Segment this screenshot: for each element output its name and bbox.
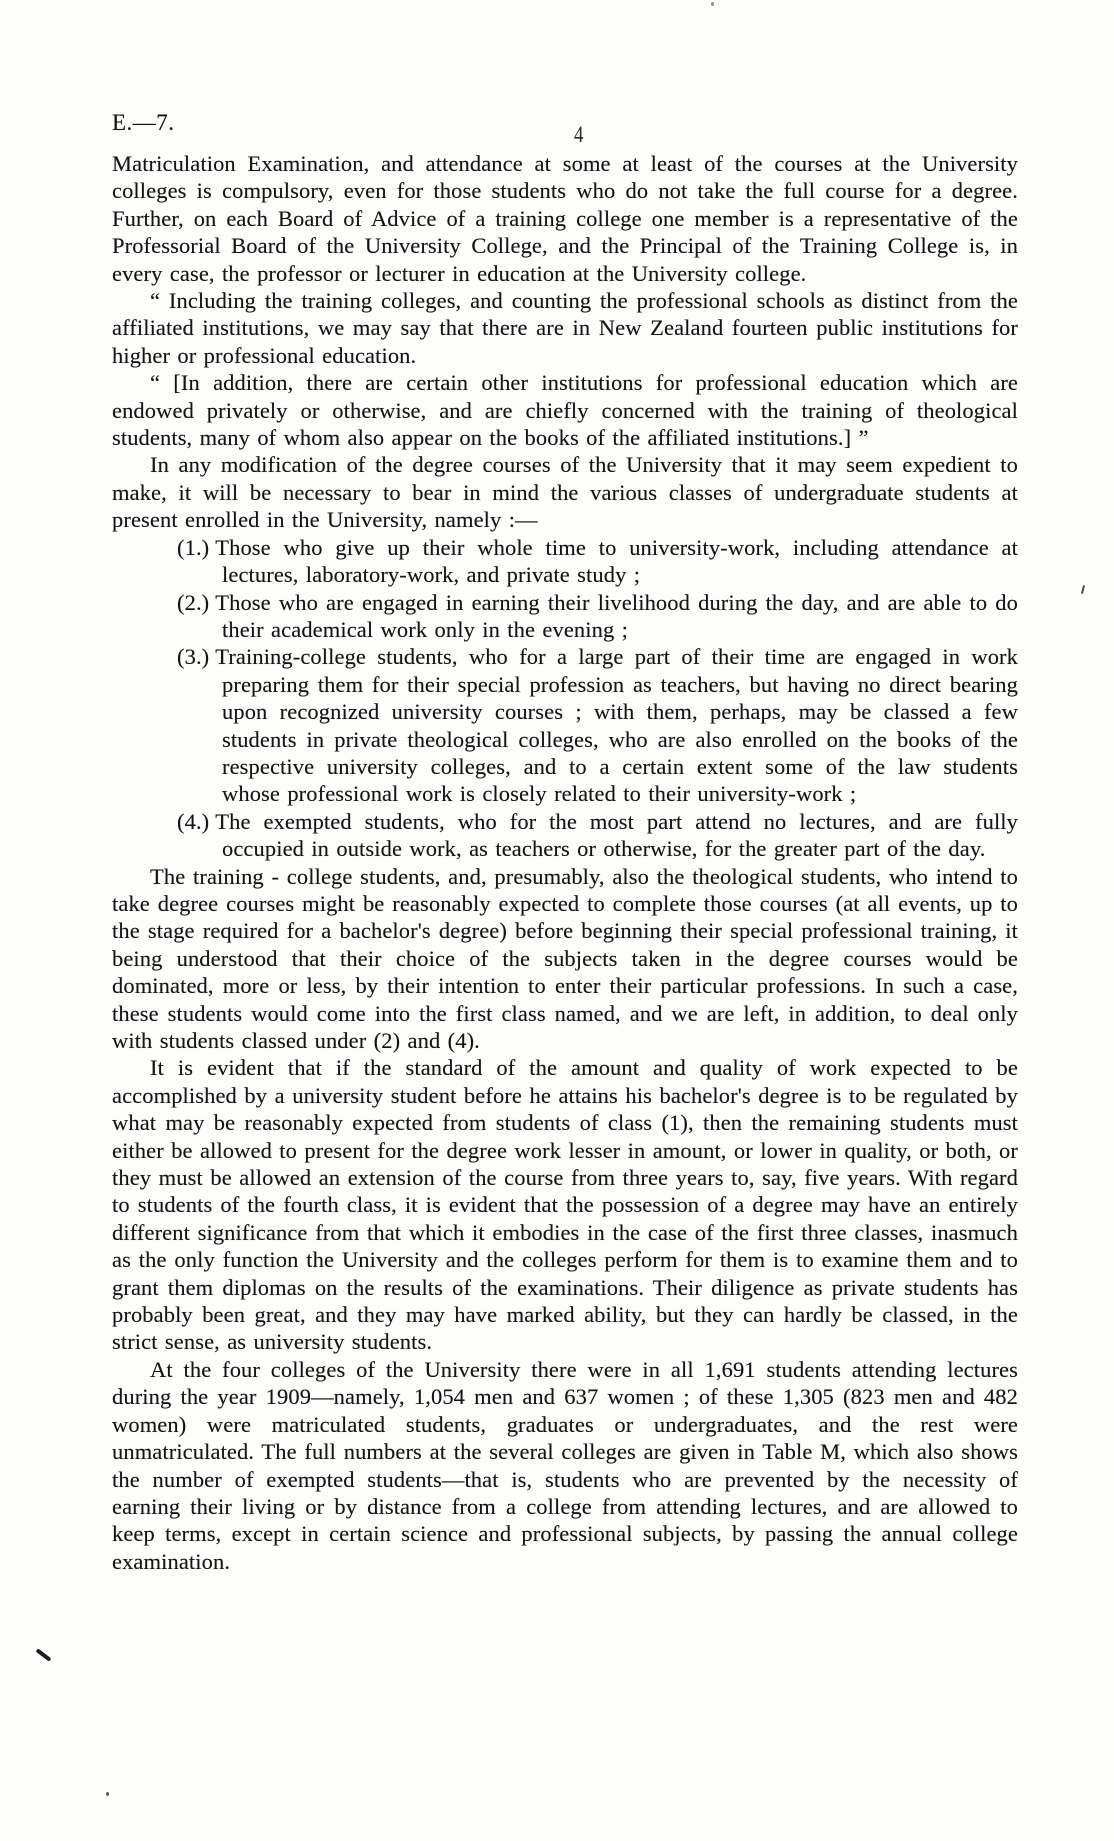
- list-marker: (2.): [177, 589, 210, 615]
- paragraph: At the four colleges of the University there were in all 1,691 students attending lectures during the year 1909—namely, 1,054 men and 637 women ; of these 1,305 (823 men and 482 women) were matriculated students, graduates or undergraduates, and the rest were unmatriculated. The full numbers at the several colleges are given in Table M, which also shows the number of exempted students—that is, students who are prevented by the necessity of earning their living or by distance from a college from attending lectures, and are allowed to keep terms, except in certain science and professional subjects, by passing the annual college examination.: [112, 1356, 1018, 1574]
- list-item-text: Those who give up their whole time to university-work, including attendance at lectures, laboratory-work, and private study ;: [215, 534, 1018, 588]
- document-body: [112, 150, 1018, 1575]
- paragraph: The training - college students, and, presumably, also the theological students, who intend to take degree courses might be reasonably expected to complete those courses (at all events, up to the stage required for a bachelor's degree) before beginning their special professional training, it being understood that their choice of the subjects taken in the degree courses would be dominated, more or less, by their intention to enter their particular professions. In such a case, these students would come into the first class named, and we are left, in addition, to deal only with students classed under (2) and (4).: [112, 863, 1018, 1053]
- list-marker: (4.): [177, 808, 210, 834]
- paragraph: In any modification of the degree courses of the University that it may seem expedient to make, it will be necessary to bear in mind the various classes of undergraduate students at present enrolled in the University, namely :—: [112, 452, 1018, 533]
- list-marker: (3.): [177, 644, 210, 670]
- list-item: [112, 534, 1018, 589]
- page-number: 4: [574, 122, 584, 147]
- scan-artifact: [711, 2, 714, 6]
- text-block: [112, 104, 1018, 1575]
- scan-artifact: [106, 1792, 109, 1796]
- list-item-text: Training-college students, who for a large part of their time are engaged in work preparing them for their special profession as teachers, but having no direct bearing upon recognized university courses ; with them, perhaps, may be classed a few students in private theological colleges, who are also enrolled on the books of the respective university colleges, and to a certain extent some of the law students whose professional work is closely related to their university-work ;: [215, 644, 1018, 807]
- list-item-text: Those who are engaged in earning their livelihood during the day, and are able to do their academical work only in the evening ;: [215, 589, 1018, 642]
- list-item: [112, 589, 1018, 644]
- paragraph: It is evident that if the standard of the amount and quality of work expected to be accomplished by a university student before he attains his bachelor's degree is to be regulated by what may be reasonably expected from students of class (1), then the remaining students must either be allowed to present for the degree work lesser in amount, or lower in quality, or both, or they must be allowed an extension of the course from three years to, say, five years. With regard to students of the fourth class, it is evident that the possession of a degree may have an entirely different significance from that which it embodies in the case of the first three classes, inasmuch as the only function the University and the colleges perform for them is to examine them and to grant them diplomas on the results of the examinations. Their diligence as private students has probably been great, and they may have marked ability, but they can hardly be classed, in the strict sense, as university students.: [112, 1055, 1018, 1355]
- paragraph: Matriculation Examination, and attendance at some at least of the courses at the University colleges is compulsory, even for those students who do not take the full course for a degree. Further, on each Board of Advice of a training college one member is a representative of the Professorial Board of the University College, and the Principal of the Training College is, in every case, the professor or lecturer in education at the University college.: [112, 151, 1018, 286]
- paragraph: “ Including the training colleges, and counting the professional schools as distinct from the affiliated institutions, we may say that there are in New Zealand fourteen public institutions for higher or professional education.: [112, 288, 1018, 368]
- scan-artifact: [36, 1648, 52, 1661]
- paragraph: “ [In addition, there are certain other institutions for professional education which are endowed privately or otherwise, and are chiefly concerned with the training of theological students, many of whom also appear on the books of the affiliated institutions.] ”: [112, 370, 1018, 451]
- list-item: [112, 808, 1018, 863]
- list-marker: (1.): [177, 534, 210, 560]
- list-item: [112, 643, 1018, 807]
- page-header: [112, 104, 1018, 150]
- scan-artifact: [1081, 585, 1085, 594]
- list-item-text: The exempted students, who for the most part attend no lectures, and are fully occupied in outside work, as teachers or otherwise, for the greater part of the day.: [215, 808, 1018, 862]
- document-reference: E.—7.: [112, 110, 175, 135]
